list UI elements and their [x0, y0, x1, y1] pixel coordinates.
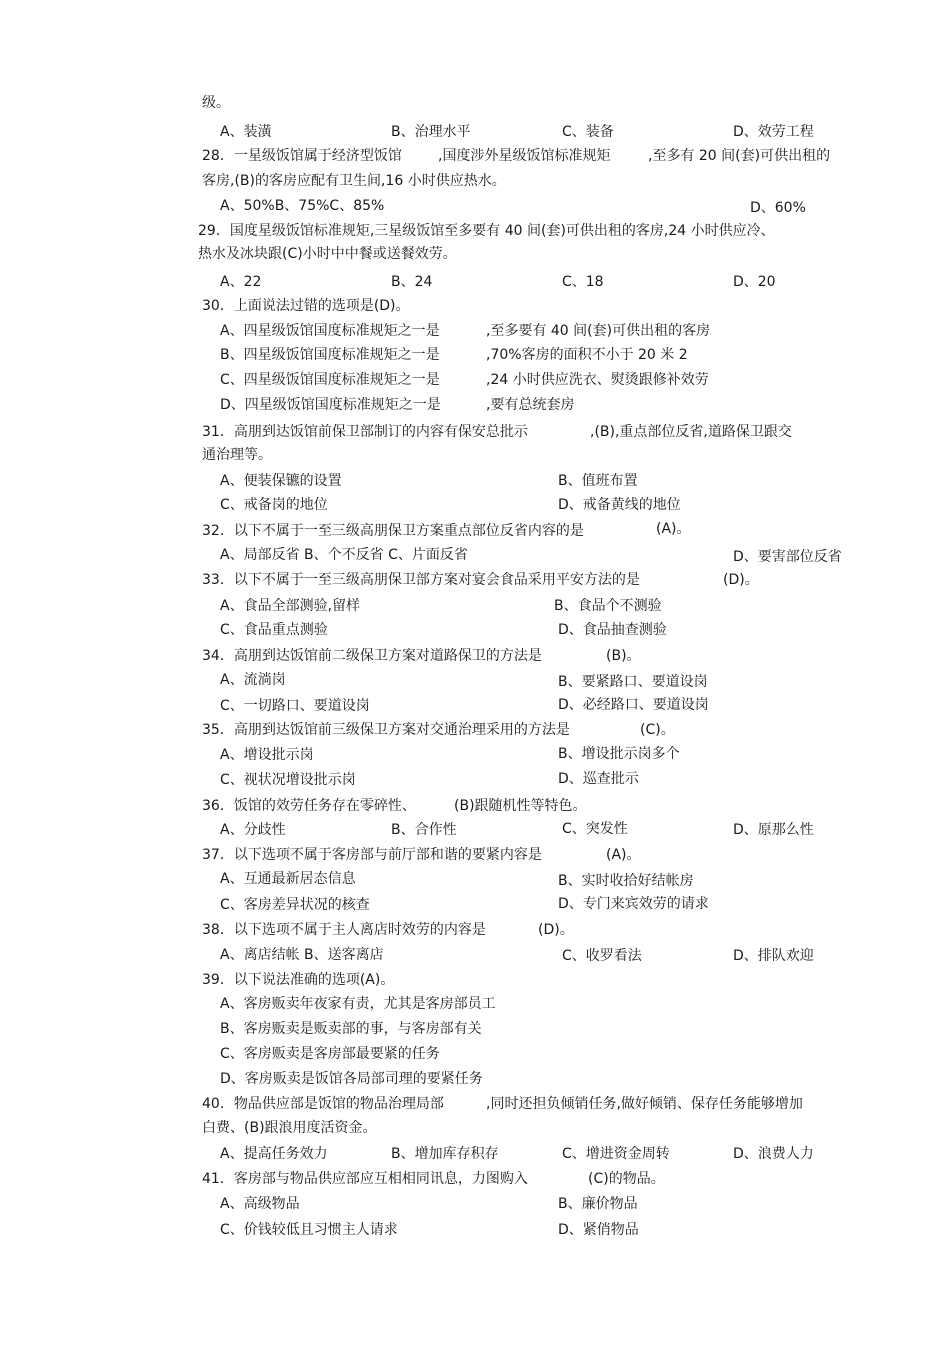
text-line: B、四星级饭馆国度标准规矩之一是: [220, 347, 440, 363]
text-line: 29．国度星级饭馆标准规矩,三星级饭馆至多要有 40 间(套)可供出租的客房,24 小时供应冷、: [198, 223, 775, 239]
text-line: 热水及冰块跟(C)小时中中餐或送餐效劳。: [198, 246, 457, 262]
text-line: D、客房贩卖是饭馆各局部司理的要紧任务: [220, 1071, 483, 1087]
text-line: 客房,(B)的客房应配有卫生间,16 小时供应热水。: [202, 173, 506, 189]
text-line: C、收罗看法: [562, 948, 642, 964]
text-line: 28．一星级饭馆属于经济型饭馆: [202, 148, 402, 164]
text-line: 通治理等。: [202, 447, 272, 463]
text-line: B、24: [391, 274, 433, 290]
text-line: A、提高任务效力: [220, 1146, 328, 1162]
text-line: D、巡查批示: [558, 771, 639, 787]
text-line: C、价钱较低且习惯主人请求: [220, 1222, 398, 1238]
text-line: D、专门来宾效劳的请求: [558, 896, 709, 912]
text-line: B、实时收拾好结帐房: [558, 873, 694, 889]
text-line: B、合作性: [391, 822, 457, 838]
text-line: C、一切路口、要道设岗: [220, 698, 370, 714]
text-line: B、食品个不测验: [554, 598, 662, 614]
text-line: (D)。: [538, 922, 574, 938]
text-line: ,(B),重点部位反省,道路保卫跟交: [590, 424, 792, 440]
text-line: (C)。: [640, 722, 675, 738]
text-line: A、装潢: [220, 124, 272, 140]
text-line: D、要害部位反省: [733, 549, 842, 565]
text-line: D、原那么性: [733, 822, 814, 838]
text-line: 38．以下选项不属于主人离店时效劳的内容是: [202, 922, 486, 938]
text-line: C、装备: [562, 124, 614, 140]
text-line: D、必经路口、要道设岗: [558, 697, 709, 713]
text-line: D、戒备黄线的地位: [558, 497, 681, 513]
text-line: C、客房差异状况的核查: [220, 897, 370, 913]
text-line: C、客房贩卖是客房部最要紧的任务: [220, 1046, 440, 1062]
text-line: (B)。: [606, 648, 641, 664]
text-line: D、60%: [750, 200, 806, 216]
text-line: B、增设批示岗多个: [558, 746, 680, 762]
text-line: C、戒备岗的地位: [220, 497, 328, 513]
text-line: B、增加库存积存: [391, 1146, 499, 1162]
text-line: A、食品全部测验,留样: [220, 598, 361, 614]
text-line: C、视状况增设批示岗: [220, 772, 356, 788]
text-line: A、22: [220, 274, 262, 290]
text-line: 40．物品供应部是饭馆的物品治理局部: [202, 1096, 444, 1112]
text-line: A、便装保镳的设置: [220, 473, 342, 489]
text-line: B、值班布置: [558, 473, 638, 489]
text-line: 级。: [202, 95, 230, 111]
text-line: B、要紧路口、要道设岗: [558, 674, 708, 690]
text-line: D、排队欢迎: [733, 948, 814, 964]
text-line: 白费、(B)跟浪用度活资金。: [202, 1120, 377, 1136]
text-line: ,至多要有 40 间(套)可供出租的客房: [486, 323, 711, 339]
text-line: 37．以下选项不属于客房部与前厅部和谐的要紧内容是: [202, 847, 542, 863]
text-line: D、紧俏物品: [558, 1222, 639, 1238]
text-line: A、局部反省 B、个不反省 C、片面反省: [220, 547, 468, 563]
text-line: A、50%B、75%C、85%: [220, 198, 385, 214]
text-line: 36．饭馆的效劳任务存在零碎性、: [202, 798, 416, 814]
text-line: (D)。: [723, 572, 759, 588]
text-line: 30．上面说法过错的选项是(D)。: [202, 298, 410, 314]
text-line: 33．以下不属于一至三级高朋保卫部方案对宴会食品采用平安方法的是: [202, 572, 640, 588]
text-line: (A)。: [656, 521, 691, 537]
text-line: ,70%客房的面积不小于 20 米 2: [486, 347, 688, 363]
text-line: 31．高朋到达饭馆前保卫部制订的内容有保安总批示: [202, 424, 528, 440]
text-line: ,国度涉外星级饭馆标准规矩: [438, 148, 611, 164]
text-line: A、流淌岗: [220, 672, 286, 688]
text-line: 35．高朋到达饭馆前三级保卫方案对交通治理采用的方法是: [202, 722, 570, 738]
text-line: ,至多有 20 间(套)可供出租的: [648, 148, 831, 164]
text-line: D、20: [733, 274, 776, 290]
text-line: D、四星级饭馆国度标准规矩之一是: [220, 397, 441, 413]
text-line: A、高级物品: [220, 1196, 300, 1212]
text-line: D、食品抽查测验: [558, 622, 667, 638]
text-line: B、治理水平: [391, 124, 471, 140]
text-line: (B)跟随机性等特色。: [454, 798, 587, 814]
text-line: D、浪费人力: [733, 1146, 814, 1162]
text-line: C、食品重点测验: [220, 622, 328, 638]
text-line: A、客房贩卖年夜家有责，尤其是客房部员工: [220, 996, 496, 1012]
text-line: B、客房贩卖是贩卖部的事，与客房部有关: [220, 1021, 482, 1037]
text-line: A、分歧性: [220, 822, 286, 838]
text-line: (C)的物品。: [588, 1171, 665, 1187]
text-line: C、增进资金周转: [562, 1146, 670, 1162]
text-line: C、四星级饭馆国度标准规矩之一是: [220, 372, 440, 388]
text-line: ,要有总统套房: [486, 397, 575, 413]
text-line: 41．客房部与物品供应部应互相相同讯息，力图购入: [202, 1171, 528, 1187]
text-line: A、增设批示岗: [220, 747, 314, 763]
text-line: C、突发性: [562, 821, 628, 837]
text-line: 32．以下不属于一至三级高朋保卫方案重点部位反省内容的是: [202, 523, 584, 539]
text-line: (A)。: [606, 847, 641, 863]
text-line: A、互通最新居态信息: [220, 871, 356, 887]
text-line: ,24 小时供应洗衣、熨烫跟修补效劳: [486, 372, 709, 388]
text-line: B、廉价物品: [558, 1196, 638, 1212]
text-line: ,同时还担负倾销任务,做好倾销、保存任务能够增加: [486, 1096, 803, 1112]
text-line: A、四星级饭馆国度标准规矩之一是: [220, 323, 440, 339]
text-line: 39．以下说法准确的选项(A)。: [202, 972, 395, 988]
text-line: A、离店结帐 B、送客离店: [220, 947, 384, 963]
text-line: D、效劳工程: [733, 124, 814, 140]
text-line: C、18: [562, 274, 604, 290]
text-line: 34．高朋到达饭馆前二级保卫方案对道路保卫的方法是: [202, 648, 542, 664]
